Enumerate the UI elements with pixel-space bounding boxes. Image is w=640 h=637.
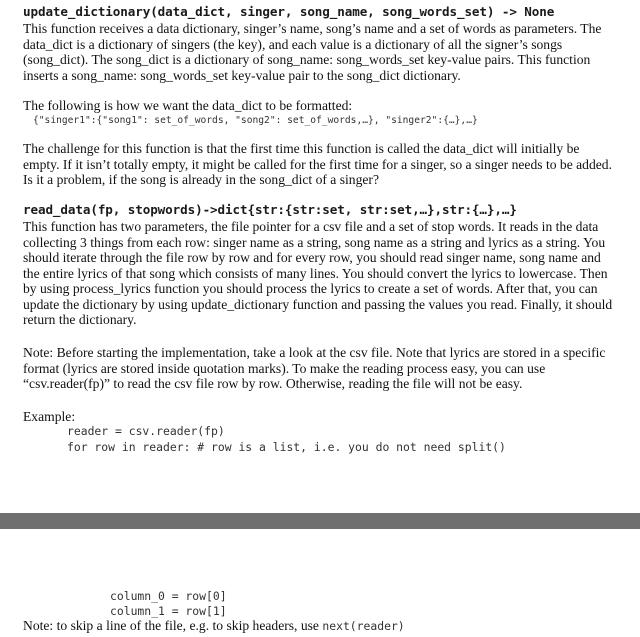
example-code-line-2: for row in reader: # row is a list, i.e. you do not need split(): [67, 440, 506, 454]
next-reader-code: next(reader): [322, 619, 405, 633]
update-dictionary-signature: update_dictionary(data_dict, singer, song_name, song_words_set) -> None: [23, 4, 555, 19]
page-divider: [0, 513, 640, 529]
format-intro: The following is how we want the data_dict to be formatted:: [23, 98, 353, 113]
challenge-paragraph: The challenge for this function is that the first time this function is called the data_dict will initially be empty. If it isn’t totally empty, it might be called for the first time for a singer, so a singer needs to be added. Is it a problem, if the song is already in the song_dict of a singer?: [23, 141, 612, 187]
read-data-signature: read_data(fp, stopwords)->dict{str:{str:set, str:set,…},str:{…},…}: [23, 202, 517, 217]
update-dictionary-description: This function receives a data dictionary, singer’s name, song’s name and a set of words as parameters. The data_dict is a dictionary of singers (the key), and each value is a dictionary of all the signer’s songs (song_dict). The song_dict is a dictionary of song_name: song_words_set key-value pairs. This function inserts a song_name: song_words_set key-value pair to the song_dict dictionary.: [23, 21, 602, 83]
code-line-column-0: column_0 = row[0]: [110, 589, 227, 603]
read-data-description: This function has two parameters, the file pointer for a csv file and a set of stop words. It reads in the data collecting 3 things from each row: singer name as a string, song name as a string and lyrics as a string. You should iterate through the file row by row and for every row, you should read singer name, song name and the entire lyrics of that song which consists of many lines. You should convert the lyrics to lowercase. Then by using process_lyrics function you should process the lyrics to create a set of words. After that, you can update the dictionary by using update_dictionary function and passing the values you read. Finally, it should return the dictionary.: [23, 219, 613, 327]
format-example: {"singer1":{"song1": set_of_words, "song2": set_of_words,…}, "singer2":{…},…}: [33, 115, 478, 126]
skip-line-note-text: Note: to skip a line of the file, e.g. to skip headers, use: [23, 618, 323, 633]
csv-note: Note: Before starting the implementation, take a look at the csv file. Note that lyrics are stored in a specific format (lyrics are stored inside quotation marks). To make the reading process easy, you can use “csv.reader(fp)” to read the csv file row by row. Otherwise, reading the file will not be easy.: [23, 345, 606, 391]
code-line-column-1: column_1 = row[1]: [110, 604, 227, 618]
skip-line-note: [23, 618, 613, 635]
example-label: Example:: [23, 409, 76, 424]
example-code-line-1: reader = csv.reader(fp): [67, 424, 225, 438]
